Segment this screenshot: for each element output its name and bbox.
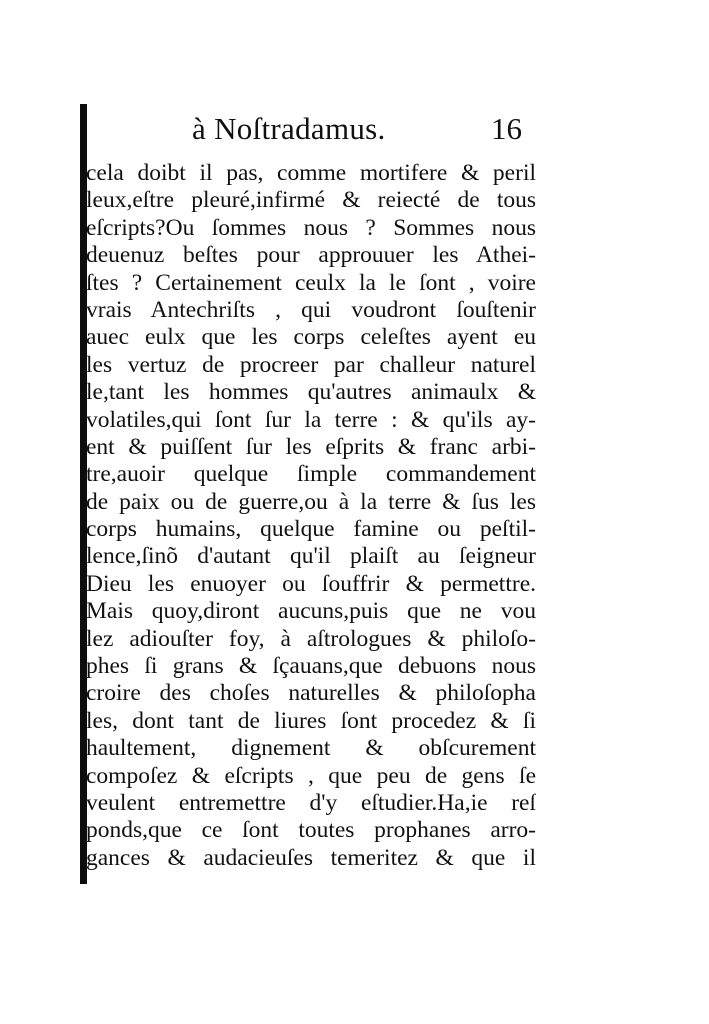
text-line: leux,eſtre pleuré,infirmé & reiecté de tous xyxy=(86,187,536,214)
text-line: phes ſi grans & ſçauans,que debuons nous xyxy=(86,653,536,680)
text-line: ſtes ? Certainement ceulx la le ſont , voire xyxy=(86,269,536,296)
text-line: les vertuz de procreer par challeur naturel xyxy=(86,351,536,378)
text-line: volatiles,qui ſont ſur la terre : & qu'ils ay- xyxy=(86,406,536,433)
text-line: cela doibt il pas, comme mortifere & peril xyxy=(86,160,536,186)
page-number: 16 xyxy=(491,111,522,146)
text-line: gances & audacieuſes temeritez & que il xyxy=(86,844,536,871)
text-line: lence,ſinõ d'autant qu'il plaiſt au ſeigneur xyxy=(86,543,536,570)
text-line: vrais Antechriſts , qui voudront ſouſtenir xyxy=(86,296,536,323)
text-line: auec eulx que les corps celeſtes ayent eu xyxy=(86,324,536,351)
text-line: ent & puiſſent ſur les eſprits & franc arbi- xyxy=(86,433,536,460)
text-line: corps humains, quelque famine ou peſtil- xyxy=(86,516,536,543)
text-line: Dieu les enuoyer ou ſouffrir & permettre. xyxy=(86,570,536,597)
text-line: eſcripts?Ou ſommes nous ? Sommes nous xyxy=(86,214,536,241)
text-line: le,tant les hommes qu'autres animaulx & xyxy=(86,379,536,406)
text-line: deuenuz beſtes pour approuuer les Athei- xyxy=(86,242,536,269)
text-line: croire des choſes naturelles & philoſopha xyxy=(86,680,536,707)
text-line: tre,auoir quelque ſimple commandement xyxy=(86,461,536,488)
body-text xyxy=(86,160,536,872)
text-line: de paix ou de guerre,ou à la terre & ſus les xyxy=(86,488,536,515)
running-title: à Noſtradamus. xyxy=(192,111,386,146)
text-line: les, dont tant de liures ſont procedez & ſi xyxy=(86,707,536,734)
text-line: ponds,que ce ſont toutes prophanes arro- xyxy=(86,817,536,844)
text-line: compoſez & eſcripts , que peu de gens ſe xyxy=(86,762,536,789)
text-line: haultement, dignement & obſcurement xyxy=(86,735,536,762)
text-line: Mais quoy,diront aucuns,puis que ne vou xyxy=(86,598,536,625)
text-line: lez adiouſter foy, à aſtrologues & philoſo- xyxy=(86,625,536,652)
running-head xyxy=(192,108,522,150)
text-line: veulent entremettre d'y eſtudier.Ha,ie reſ xyxy=(86,789,536,816)
